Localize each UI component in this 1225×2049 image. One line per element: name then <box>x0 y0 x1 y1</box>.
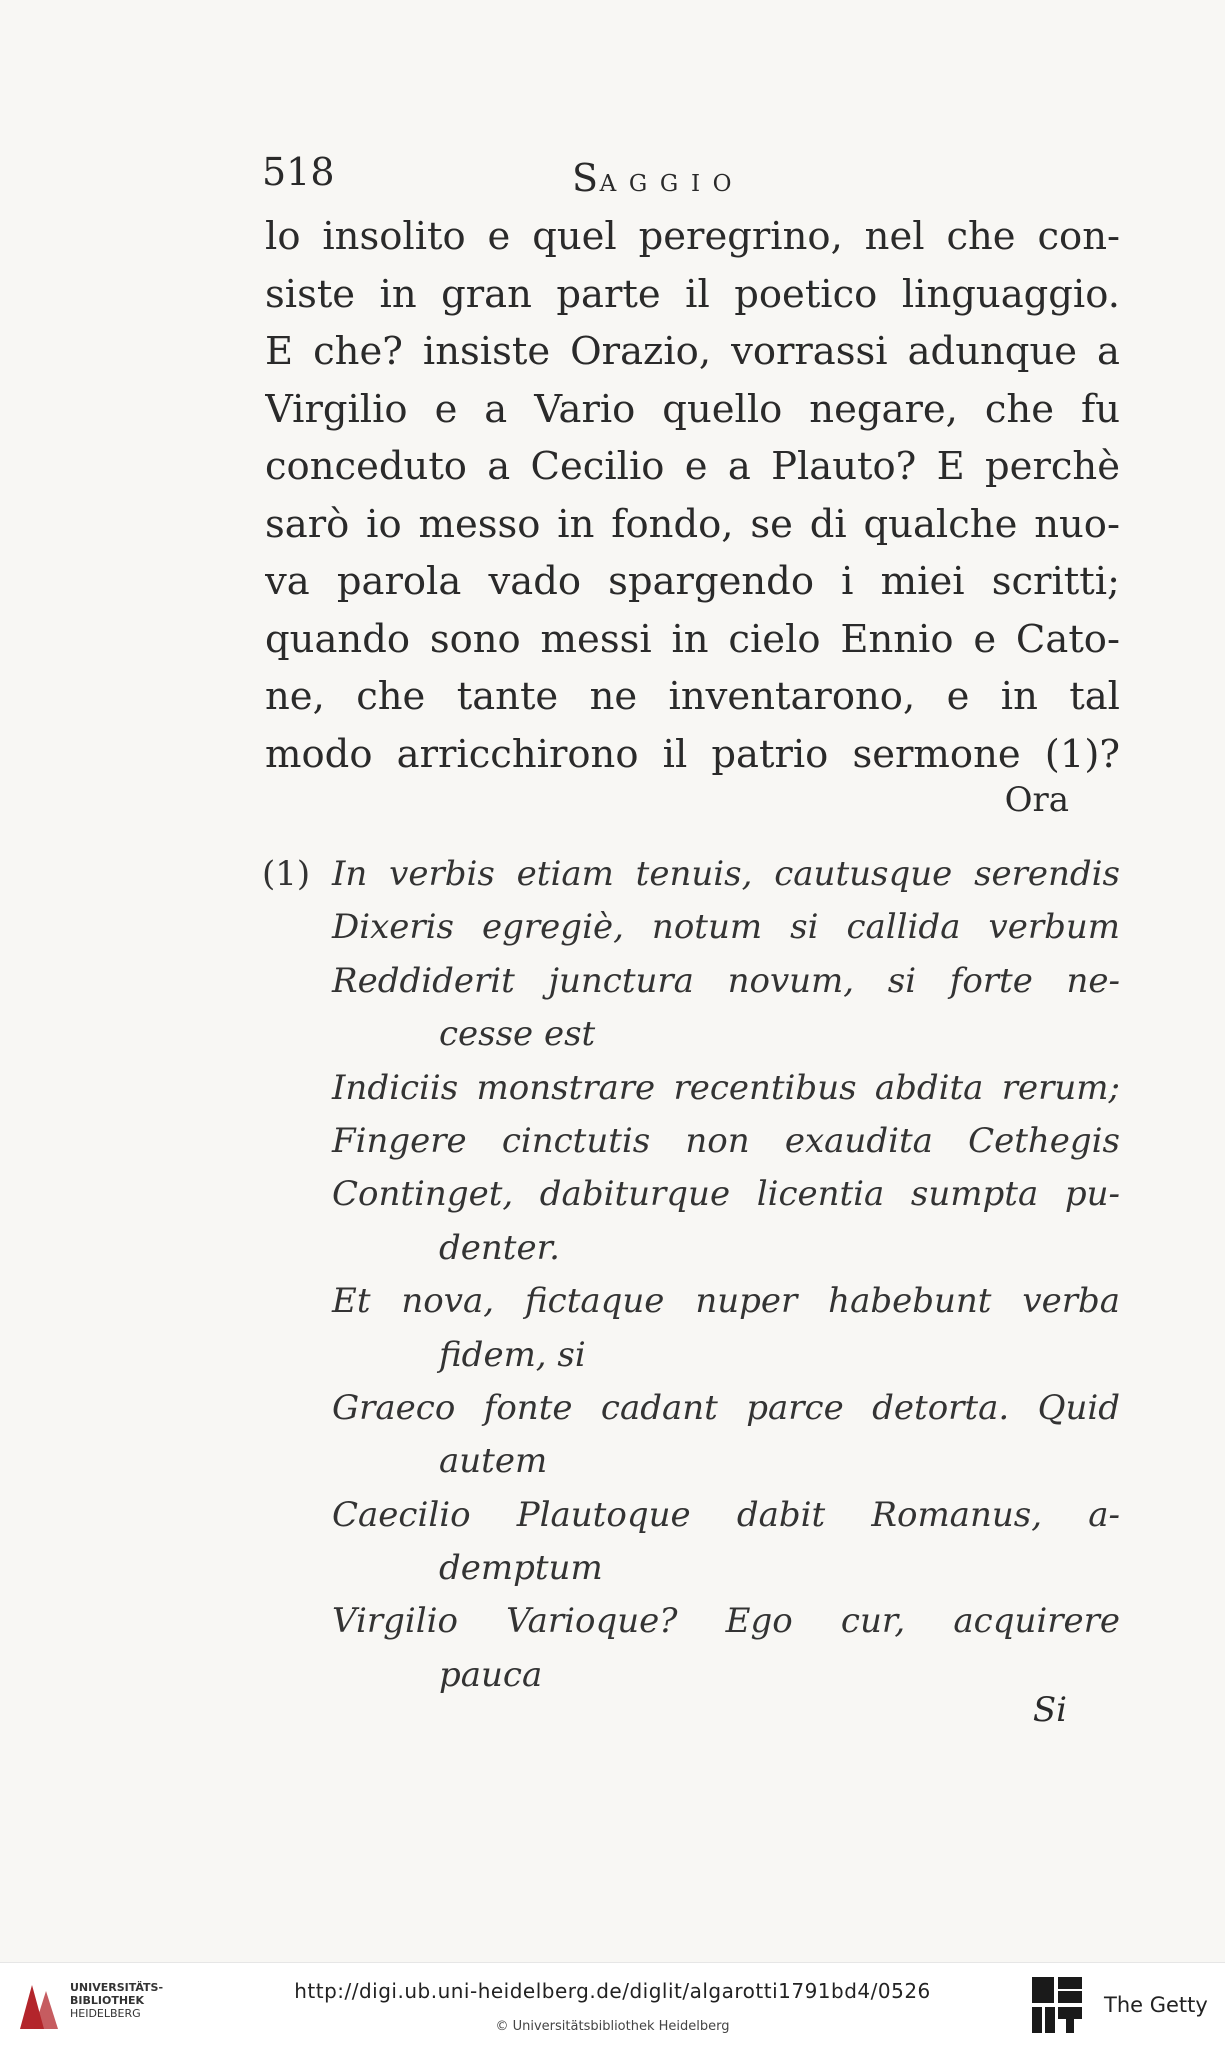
body-line: modo arricchirono il patrio sermone (1)? <box>265 731 1120 777</box>
body-line: siste in gran parte il poetico linguaggio. <box>265 271 1120 317</box>
footnote-line <box>262 1649 1120 1702</box>
footnote-line <box>262 1222 1120 1275</box>
footnote-line <box>262 1062 1120 1115</box>
viewer-footer <box>0 1962 1225 2049</box>
footnote-line <box>262 1168 1120 1221</box>
footnote-line-text: fidem, si <box>439 1334 586 1375</box>
body-line: sarò io messo in fondo, se di qualche nuo- <box>265 501 1120 547</box>
footnote-line <box>262 955 1120 1008</box>
footnote-line-text: denter. <box>439 1227 560 1268</box>
footnote-line-text: Caecilio Plautoque dabit Romanus, a- <box>332 1494 1120 1535</box>
footnote <box>262 848 1120 1702</box>
footnote-line-text: Continget, dabiturque licentia sumpta pu- <box>332 1174 1120 1215</box>
footnote-line-text: Reddiderit junctura novum, si forte ne- <box>332 960 1120 1001</box>
page-number: 518 <box>262 150 335 194</box>
running-title-initial: S <box>572 156 600 200</box>
footnote-line-text: In verbis etiam tenuis, cautusque serendis <box>332 854 1120 894</box>
body-line: va parola vado spargendo i miei scritti; <box>265 559 1120 604</box>
footnote-line <box>262 1115 1120 1168</box>
body-line: Virgilio e a Vario quello negare, che fu <box>265 386 1120 432</box>
getty-label: The Getty <box>1104 1993 1208 2017</box>
footnote-line <box>262 1382 1120 1435</box>
running-head <box>262 150 1085 200</box>
library-line: HEIDELBERG <box>70 2007 141 2020</box>
footnote-line-text: autem <box>439 1441 548 1482</box>
getty-logo <box>1030 1975 1085 2037</box>
permalink-url[interactable]: http://digi.ub.uni-heidelberg.de/diglit/algarotti1791bd4/0526 <box>294 1979 931 2003</box>
footnote-line <box>262 1275 1120 1328</box>
catchword: Ora <box>1004 780 1069 820</box>
footnote-line-text: pauca <box>439 1654 543 1695</box>
footnote-line-text: Virgilio Varioque? Ego cur, acquirere <box>332 1601 1120 1642</box>
footnote-catchword: Si <box>1032 1690 1067 1730</box>
footnote-line-text: Fingere cinctutis non exaudita Cethegis <box>332 1120 1120 1161</box>
body-text <box>265 208 1120 783</box>
running-title-rest: AGGIO <box>599 171 745 197</box>
footnote-line-text: Dixeris egregiè, notum si callida verbum <box>332 907 1120 948</box>
footnote-line <box>262 1329 1120 1382</box>
body-line: ne, che tante ne inventarono, e in tal <box>265 674 1120 719</box>
footnote-line <box>262 848 1120 901</box>
footnote-line-text: Et nova, fictaque nuper habebunt verba <box>332 1281 1120 1322</box>
footnote-line-text: Graeco fonte cadant parce detorta. Quid <box>332 1387 1120 1428</box>
library-line: UNIVERSITÄTS- <box>70 1981 164 1994</box>
footnote-line <box>262 1542 1120 1595</box>
footnote-line-text: demptum <box>439 1548 603 1589</box>
footnote-line <box>262 1008 1120 1061</box>
body-line: lo insolito e quel peregrino, nel che con- <box>265 214 1120 259</box>
body-line: conceduto a Cecilio e a Plauto? E perchè <box>265 444 1120 489</box>
footnote-line-text: Indiciis monstrare recentibus abdita rerum; <box>332 1067 1120 1108</box>
footnote-line <box>262 1435 1120 1488</box>
body-line: quando sono messi in cielo Ennio e Cato- <box>265 616 1120 662</box>
footnote-line-text: cesse est <box>439 1014 596 1055</box>
footnote-line <box>262 901 1120 954</box>
footnote-marker: (1) <box>262 854 311 894</box>
footnote-line <box>262 1489 1120 1542</box>
library-line: BIBLIOTHEK <box>70 1994 145 2007</box>
footnote-line <box>262 1595 1120 1648</box>
running-title <box>572 156 744 200</box>
body-line: E che? insiste Orazio, vorrassi adunque a <box>265 329 1120 374</box>
copyright-notice: © Universitätsbibliothek Heidelberg <box>495 2019 730 2034</box>
